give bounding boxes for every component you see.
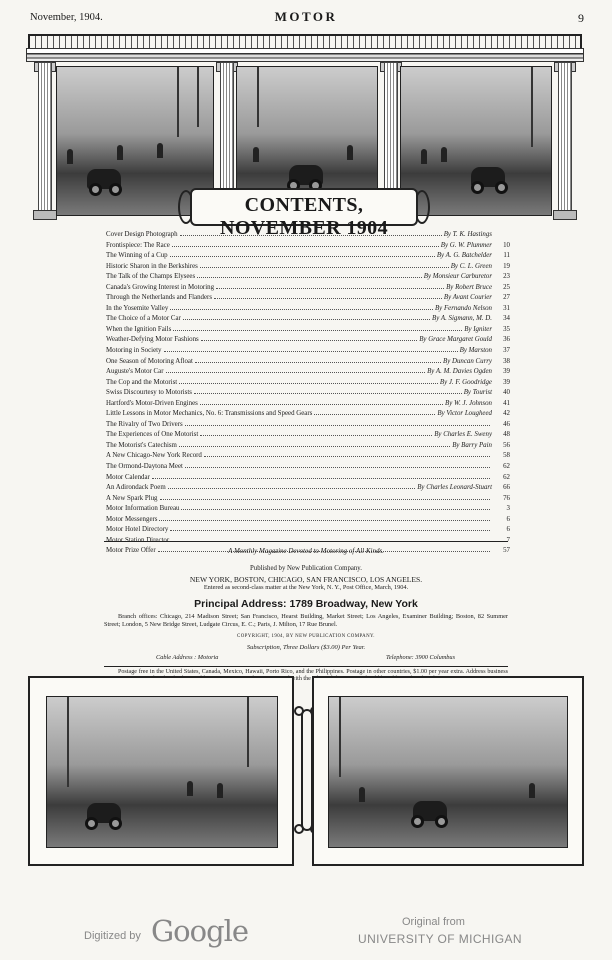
toc-entry-author: By Igniter: [464, 325, 492, 333]
toc-entry: [106, 335, 510, 346]
race-photo-bottom-left: [46, 696, 278, 848]
toc-entry-author: By Barry Pain: [452, 441, 492, 449]
column: [38, 62, 52, 214]
toc-entry: [106, 230, 510, 241]
toc-entry-page: 39: [503, 378, 510, 386]
dot-leader: [170, 256, 435, 257]
divider: [104, 541, 508, 542]
table-of-contents: [106, 230, 510, 557]
toc-entry: [106, 367, 510, 378]
tagline: A Monthly Magazine Devoted to Motoring of All Kinds.: [228, 547, 384, 555]
toc-entry-page: 37: [503, 347, 510, 355]
running-header: [0, 8, 612, 26]
toc-entry: [106, 430, 510, 441]
dot-leader: [173, 330, 462, 331]
toc-entry-page: 3: [506, 505, 510, 513]
toc-entry-author: By Tourist: [463, 389, 492, 397]
cities-line: NEW YORK, BOSTON, CHICAGO, SAN FRANCISCO, LOS ANGELES.: [189, 575, 423, 584]
toc-entry-title: The Ormond-Daytona Meet: [106, 463, 183, 471]
postage-notice: Postage free in the United States, Canada, Mexico, Hawaii, Porto Rico, and the Philippines. Postage in other countries, $1.00 per year extra. Address business with the: [118, 669, 508, 683]
toc-entry: [106, 462, 510, 473]
dot-leader: [200, 404, 443, 405]
toc-entry-author: By Charles E. Sweny: [434, 431, 492, 439]
toc-entry-author: By A. G. Batchelder: [436, 252, 492, 260]
toc-entry: [106, 494, 510, 505]
toc-entry-author: By C. L. Green: [450, 262, 492, 270]
toc-entry-title: Hartford's Motor-Driven Engines: [106, 399, 198, 407]
column: [558, 62, 572, 214]
cornice: [26, 48, 584, 62]
dot-leader: [200, 435, 432, 436]
toc-entry-page: 56: [503, 441, 510, 449]
principal-address: Principal Address: 1789 Broadway, New York: [194, 598, 418, 610]
toc-entry-page: 41: [503, 399, 510, 407]
divider: [104, 666, 508, 667]
toc-entry: [106, 441, 510, 452]
entry-notice: Entered as second-class matter at the New York, N. Y., Post Office, March, 1904.: [203, 584, 409, 591]
toc-entry-title: The Motorist's Catechism: [106, 441, 177, 449]
toc-entry: [106, 473, 510, 484]
toc-entry-page: 10: [503, 241, 510, 249]
copyright-notice: COPYRIGHT, 1904, BY NEW PUBLICATION COMPANY.: [237, 634, 375, 639]
toc-entry: [106, 451, 510, 462]
toc-entry-page: 62: [503, 473, 510, 481]
toc-entry-title: Frontispiece: The Race: [106, 241, 170, 249]
toc-entry-page: 76: [503, 494, 510, 502]
toc-entry-author: By A. M. Davies Ogden: [427, 368, 492, 376]
contents-cartouche: [176, 184, 432, 239]
digitization-footer: [0, 900, 612, 960]
toc-entry: [106, 357, 510, 368]
dot-leader: [185, 425, 490, 426]
toc-entry: [106, 525, 510, 536]
dot-leader: [314, 414, 435, 415]
toc-entry-title: Historic Sharon in the Berkshires: [106, 262, 198, 270]
toc-entry: [106, 325, 510, 336]
toc-entry-author: By T. K. Hastings: [443, 231, 492, 238]
toc-entry-title: Swiss Discourtesy to Motorists: [106, 389, 192, 397]
toc-entry: [106, 293, 510, 304]
toc-entry-author: By Robert Bruce: [446, 283, 492, 291]
toc-entry-author: By W. J. Johnson: [444, 399, 492, 407]
dot-leader: [200, 267, 449, 268]
dot-leader: [160, 499, 491, 500]
toc-entry-title: Motor Information Bureau: [106, 505, 180, 513]
toc-entry-title: Auguste's Motor Car: [106, 368, 164, 376]
toc-entry-author: By Duncan Curry: [443, 357, 492, 365]
toc-entry: [106, 272, 510, 283]
toc-entry-page: 6: [506, 526, 510, 534]
branch-offices: Branch offices: Chicago, 214 Madison Street; San Francisco, Hearst Building, Market Street; Los Angeles, Examiner Building; Boston, 82 Summer Street; London, 5 New Bridge Street, Ludgate Circus, E. C.; Paris, J. Milton, 17 Rue Brunel.: [104, 613, 508, 629]
toc-entry: [106, 314, 510, 325]
google-logo: Google: [151, 914, 249, 948]
dot-leader: [179, 446, 450, 447]
toc-entry-title: The Talk of the Champs Elysees: [106, 273, 196, 281]
toc-entry-title: One Season of Motoring Afloat: [106, 357, 193, 365]
dot-leader: [179, 383, 438, 384]
telephone: Telephone: 3900 Columbus: [386, 654, 456, 661]
photo-frame-left: [28, 676, 294, 866]
university-name: UNIVERSITY OF MICHIGAN: [358, 932, 522, 946]
toc-entry: [106, 262, 510, 273]
toc-entry-page: 11: [503, 252, 510, 260]
toc-entry: [106, 504, 510, 515]
toc-entry-page: 46: [503, 420, 510, 428]
dot-leader: [201, 340, 418, 341]
dot-leader: [183, 319, 430, 320]
toc-entry: [106, 388, 510, 399]
toc-entry-title: Motor Station Director: [106, 536, 170, 544]
toc-entry: [106, 304, 510, 315]
toc-entry-title: Cover Design Photograph: [106, 231, 178, 238]
toc-entry-page: 39: [503, 368, 510, 376]
dot-leader: [181, 509, 490, 510]
toc-entry-author: By Marston: [459, 347, 492, 355]
toc-entry: [106, 241, 510, 252]
digitized-by: Digitized by: [84, 930, 141, 942]
dot-leader: [195, 362, 441, 363]
toc-entry-title: Motoring in Society: [106, 347, 162, 355]
photo-frame-right: [312, 676, 584, 866]
magazine-title: MOTOR: [274, 9, 338, 24]
race-photo-bottom-right: [328, 696, 568, 848]
dot-leader: [168, 488, 416, 489]
toc-entry-author: By G. W. Plummer: [440, 241, 492, 249]
toc-entry-author: By Victor Lougheed: [437, 410, 492, 418]
toc-entry-title: Through the Netherlands and Flanders: [106, 294, 213, 302]
dot-leader: [159, 520, 490, 521]
toc-entry-title: The Rivalry of Two Drivers: [106, 420, 183, 428]
toc-entry-page: 66: [503, 484, 510, 492]
toc-entry: [106, 251, 510, 262]
contents-title: CONTENTS, NOVEMBER 1904: [220, 194, 388, 239]
toc-entry-title: An Adirondack Poem: [106, 484, 166, 492]
toc-entry-title: In the Yosemite Valley: [106, 304, 169, 312]
dot-leader: [197, 277, 422, 278]
toc-entry-title: The Winning of a Cup: [106, 252, 168, 260]
dot-leader: [166, 372, 426, 373]
toc-entry-author: By Monsieur Carburetor: [423, 273, 492, 281]
toc-entry-page: 38: [503, 357, 510, 365]
toc-entry-page: 48: [503, 431, 510, 439]
dot-leader: [185, 467, 490, 468]
toc-entry: [106, 483, 510, 494]
toc-entry-page: 57: [503, 547, 510, 555]
dot-leader: [216, 288, 444, 289]
dot-leader: [214, 298, 442, 299]
toc-entry: [106, 409, 510, 420]
dot-leader: [170, 530, 490, 531]
toc-entry: [106, 346, 510, 357]
dot-leader: [180, 235, 442, 236]
dot-leader: [170, 309, 433, 310]
toc-entry-author: By Fernando Nelson: [434, 304, 492, 312]
column-base: [33, 210, 57, 220]
entablature: [28, 34, 582, 48]
publisher-line: Published by New Publication Company.: [250, 565, 362, 572]
toc-entry-page: 34: [503, 315, 510, 323]
toc-entry-page: 27: [503, 294, 510, 302]
toc-entry-title: The Cop and the Motorist: [106, 378, 178, 386]
toc-entry-title: A New Spark Plug: [106, 494, 158, 502]
original-from: Original from: [402, 916, 465, 928]
toc-entry-page: 62: [503, 463, 510, 471]
toc-entry: [106, 399, 510, 410]
toc-entry-page: 40: [503, 389, 510, 397]
toc-entry-author: By Charles Leonard-Stuart: [417, 484, 492, 492]
dot-leader: [164, 351, 458, 352]
toc-entry: [106, 283, 510, 294]
toc-entry-title: Motor Calendar: [106, 473, 150, 481]
issue-date: November, 1904.: [30, 12, 103, 23]
toc-entry-title: Motor Messengers: [106, 515, 158, 523]
toc-entry-page: 31: [503, 304, 510, 312]
toc-entry-author: By Grace Margaret Gould: [419, 336, 492, 344]
dot-leader: [172, 246, 439, 247]
toc-entry-title: The Experiences of One Motorist: [106, 431, 199, 439]
subscription-line: Subscription, Three Dollars ($3.00) Per Year.: [246, 644, 366, 651]
page-number: 9: [578, 11, 584, 25]
toc-entry-author: By J. F. Goodridge: [439, 378, 492, 386]
toc-entry-title: When the Ignition Fails: [106, 325, 172, 333]
toc-entry-page: 19: [503, 262, 510, 270]
toc-entry-author: By A. Sigmann, M. D.: [432, 315, 492, 323]
toc-entry-page: 58: [503, 452, 510, 460]
toc-entry: [106, 515, 510, 526]
toc-entry-page: 35: [503, 325, 510, 333]
toc-entry-author: By Avant Courier: [443, 294, 492, 302]
toc-entry: [106, 420, 510, 431]
toc-entry-title: Motor Prize Offer: [106, 547, 156, 555]
contact-line: [104, 654, 508, 663]
toc-entry-title: A New Chicago-New York Record: [106, 452, 202, 460]
toc-entry-page: 36: [503, 336, 510, 344]
toc-entry-page: 7: [506, 536, 510, 544]
dot-leader: [204, 456, 490, 457]
column-base: [553, 210, 577, 220]
toc-entry-page: 23: [503, 273, 510, 281]
dot-leader: [194, 393, 462, 394]
cable-address: Cable Address : Motoria: [156, 654, 219, 661]
toc-entry-title: The Choice of a Motor Car: [106, 315, 181, 323]
toc-entry-page: 6: [506, 515, 510, 523]
toc-entry: [106, 378, 510, 389]
dot-leader: [152, 478, 490, 479]
toc-entry-title: Weather-Defying Motor Fashions: [106, 336, 199, 344]
toc-entry-title: Canada's Growing Interest in Motoring: [106, 283, 215, 291]
toc-entry-page: 42: [503, 410, 510, 418]
toc-entry-page: 25: [503, 283, 510, 291]
toc-entry-title: Little Lessons in Motor Mechanics, No. 6: Transmissions and Speed Gears: [106, 410, 313, 418]
toc-entry-title: Motor Hotel Directory: [106, 526, 169, 534]
